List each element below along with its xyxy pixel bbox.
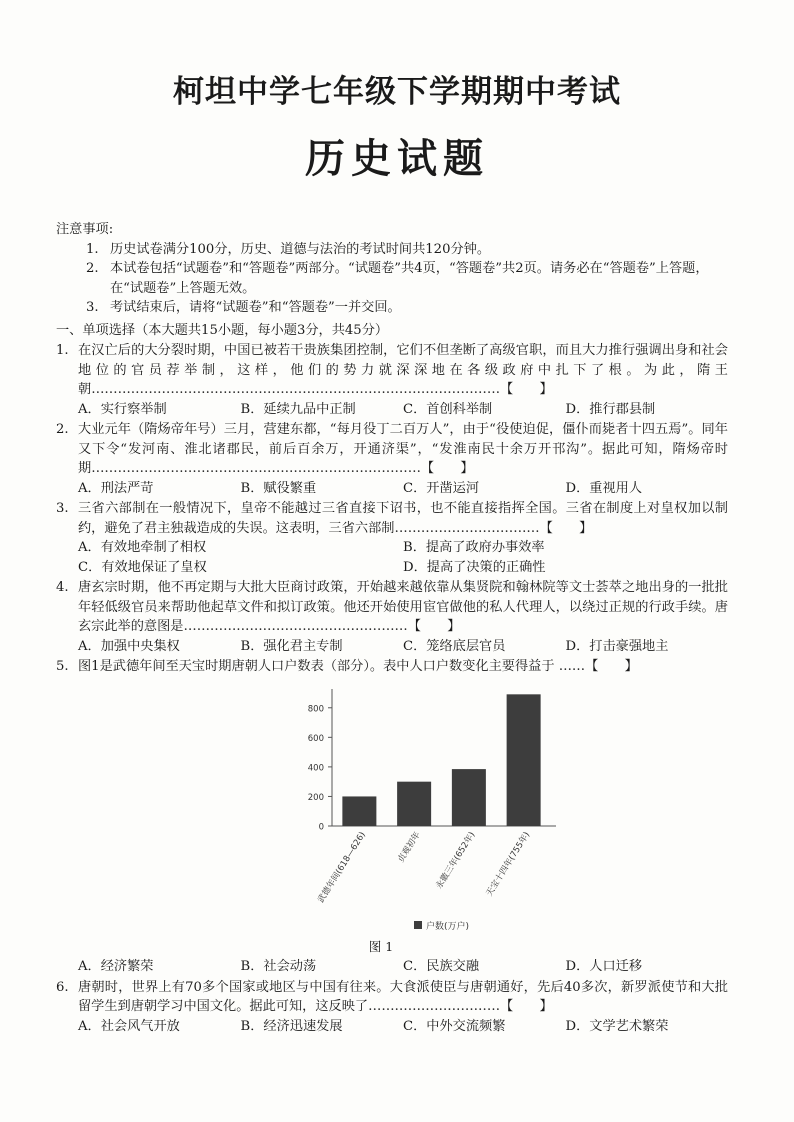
answer-bracket: 【 】: [420, 461, 474, 476]
question-number: 1.: [56, 343, 69, 358]
leader-dots: ……………………………………………: [183, 619, 408, 634]
option-d: D．重视用人: [565, 480, 643, 496]
answer-bracket: 【 】: [539, 520, 593, 536]
question-stem: 唐玄宗时期，他不再定期与大批大臣商讨政策，开始越来越依靠从集贤院和翰林院等文士荟萃之地出身的一批批年轻低级官员来帮助他起草文件和拟订政策。他还开始使用宦官做他的私人代理人，以绕过正规的行政手续。唐玄宗此举的意图是: [78, 580, 728, 634]
question-stem: 在汉亡后的大分裂时期，中国已被若干贵族集团控制，它们不但垄断了高级官职，而且大力推行强调出身和社会地位的官员荐举制，这样，他们的势力就深深地在各级政府中扎下了根。为此，隋王朝: [78, 343, 728, 397]
x-tick-label: 天宝十四年(755年): [484, 829, 533, 898]
option-b: B．提高了政府办事效率: [403, 540, 545, 555]
exam-content: [56, 220, 728, 1036]
leader-dots: ……………………………: [394, 520, 540, 536]
y-tick-label: 0: [318, 822, 324, 832]
question-4: [56, 578, 728, 656]
option-d: D．打击豪强地主: [565, 638, 669, 654]
option-a: A．加强中央集权: [78, 638, 180, 654]
x-tick-label: 武德年间(618—626): [316, 829, 368, 905]
figure-caption: 图 1: [368, 938, 394, 954]
question-stem: 大业元年（隋炀帝年号）三月，营建东都，“每月役丁二百万人”，由于“役使迫促，僵仆而毙者十四五焉”。同年又下令“发河南、淮北诸郡民，前后百余万，开通济渠”，“发淮南民十余万开邗沟”。据此可知，隋炀帝时期: [78, 422, 728, 476]
question-2: [56, 420, 728, 498]
y-tick-label: 400: [307, 762, 324, 773]
option-c: C．民族交融: [403, 959, 480, 974]
option-b: B．强化君主专制: [240, 638, 343, 654]
question-1: [56, 341, 728, 419]
question-stem: 图1是武德年间至天宝时期唐朝人口户数表（部分）。表中人口户数变化主要得益于: [78, 659, 555, 674]
question-number: 3.: [56, 501, 69, 516]
note-text: 本试卷包括“试题卷”和“答题卷”两部分。“试题卷”共4页，“答题卷”共2页。请务必在“答题卷”上答题，在“试题卷”上答题无效。: [110, 261, 709, 296]
question-stem: 三省六部制在一般情况下，皇帝不能越过三省直接下诏书，也不能直接指挥全国。三省在制度上对皇权加以制约，避免了君主独裁造成的失误。这表明，三省六部制: [78, 501, 728, 536]
y-tick-label: 200: [307, 792, 324, 803]
option-a: A．实行察举制: [78, 401, 167, 417]
note-number: 3.: [86, 300, 99, 315]
note-item: [56, 259, 728, 298]
x-tick-label: 贞观初年: [396, 829, 423, 864]
question-number: 6.: [56, 979, 69, 995]
option-a: A．经济繁荣: [78, 959, 154, 974]
option-b: B．赋役繁重: [240, 480, 317, 496]
note-item: [56, 240, 728, 260]
note-number: 1.: [86, 241, 99, 257]
note-text: 考试结束后，请将“试题卷”和“答题卷”一并交回。: [110, 300, 401, 315]
question-stem: 唐朝时，世界上有70多个国家或地区与中国有往来。大食派使臣与唐朝通好，先后40多次，新罗派使节和大批留学生到唐朝学习中国文化。据此可知，这反映了: [78, 979, 728, 1014]
option-c: C．开凿运河: [403, 480, 480, 496]
legend-label: 户数(万户): [426, 921, 470, 932]
legend-swatch: [414, 921, 422, 929]
question-number: 5.: [56, 659, 69, 674]
leader-dots: …………………………………………………………………: [91, 461, 421, 476]
bar: [397, 781, 431, 825]
option-d: D．提高了决策的正确性: [403, 559, 546, 575]
bar: [342, 796, 376, 826]
question-5-options: [56, 957, 728, 977]
option-d: D．文学艺术繁荣: [565, 1018, 669, 1034]
option-b: B．经济迅速发展: [240, 1018, 343, 1034]
leader-dots: …………………………………………………………………………………: [91, 382, 500, 397]
question-number: 2.: [56, 422, 69, 437]
x-tick-label: 永徽三年(652年): [434, 829, 478, 891]
option-d: D．人口迁移: [565, 959, 643, 974]
bar-chart-svg: [226, 685, 556, 935]
note-item: [56, 298, 728, 318]
exam-title: 柯坦中学七年级下学期期中考试: [173, 74, 621, 110]
note-text: 历史试卷满分100分，历史、道德与法治的考试时间共120分钟。: [110, 241, 491, 257]
notes-heading: 注意事项:: [56, 222, 114, 237]
leader-dots: ……: [554, 659, 586, 674]
question-6: [56, 978, 728, 1037]
y-tick-label: 600: [307, 733, 324, 744]
leader-dots: …………………………: [368, 999, 500, 1014]
bar: [452, 769, 486, 826]
option-a: A．刑法严苛: [78, 480, 154, 496]
option-c: C．笼络底层官员: [403, 638, 506, 654]
note-number: 2.: [86, 261, 99, 276]
option-c: C．中外交流频繁: [403, 1018, 506, 1034]
answer-bracket: 【 】: [500, 999, 553, 1014]
question-3: [56, 499, 728, 577]
answer-bracket: 【 】: [585, 659, 638, 674]
section-heading: 一、单项选择（本大题共15小题，每小题3分，共45分）: [56, 322, 389, 338]
option-b: B．社会动荡: [240, 959, 317, 974]
option-a: A．有效地牵制了相权: [78, 540, 207, 555]
option-c: C．首创科举制: [403, 401, 493, 417]
bar: [507, 694, 541, 826]
question-5: [56, 657, 728, 677]
answer-bracket: 【 】: [407, 619, 461, 634]
answer-bracket: 【 】: [500, 382, 553, 397]
option-c: C．有效地保证了皇权: [78, 559, 207, 575]
option-a: A．社会风气开放: [78, 1018, 180, 1034]
option-b: B．延续九品中正制: [240, 401, 356, 417]
question-number: 4.: [56, 580, 69, 595]
y-tick-label: 800: [307, 703, 324, 714]
population-chart: [56, 685, 728, 935]
exam-subtitle: 历史试题: [305, 136, 489, 182]
option-d: D．推行郡县制: [565, 401, 656, 417]
